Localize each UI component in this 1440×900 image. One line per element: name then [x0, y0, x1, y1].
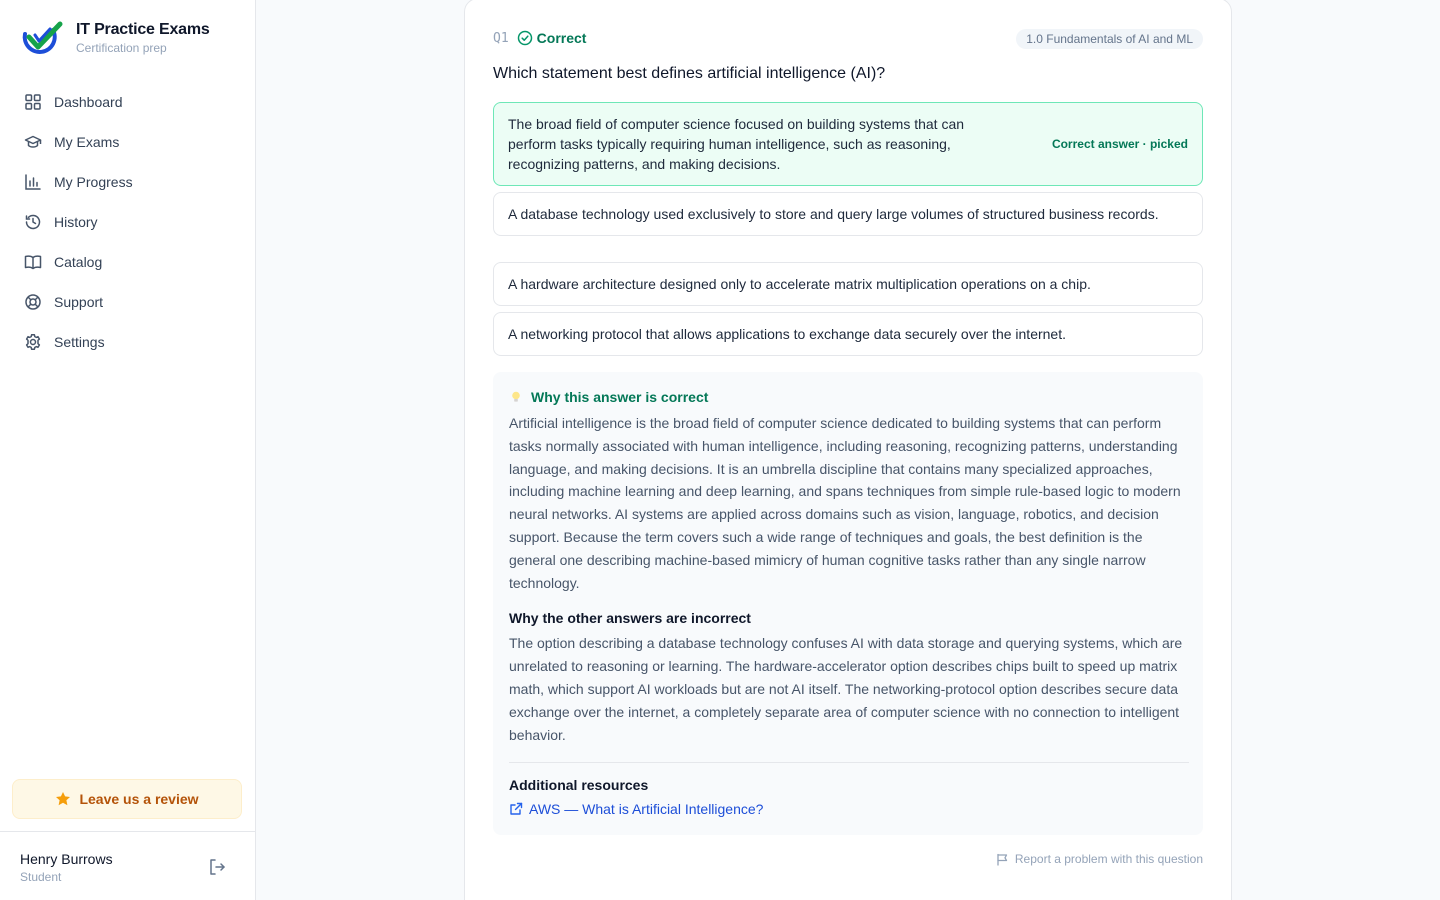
bar-chart-icon: [24, 173, 42, 191]
sidebar-item-label: Settings: [54, 334, 105, 350]
history-icon: [24, 213, 42, 231]
leave-review-label: Leave us a review: [79, 791, 199, 807]
report-problem-link[interactable]: [996, 852, 1203, 866]
sidebar-item-label: Catalog: [54, 254, 103, 270]
logo-icon: [20, 20, 64, 56]
report-problem-label: Report a problem with this question: [1014, 852, 1203, 866]
brand[interactable]: [20, 20, 210, 56]
explanation-panel: [493, 372, 1203, 835]
question-text: Which statement best defines artificial intelligence (AI)?: [493, 65, 886, 82]
sidebar-item-my-exams[interactable]: [12, 122, 242, 162]
answer-option[interactable]: [493, 192, 1203, 236]
sidebar-item-support[interactable]: [12, 282, 242, 322]
correct-picked-badge: Correct answer · picked: [1051, 137, 1188, 151]
sidebar-item-label: My Exams: [54, 134, 120, 150]
answer-option-text: A networking protocol that allows applications to exchange data securely over the internet.: [508, 326, 1066, 342]
answer-option[interactable]: [493, 312, 1203, 356]
user-role: Student: [20, 870, 62, 884]
brand-subtitle: Certification prep: [76, 41, 167, 55]
sidebar-item-settings[interactable]: [12, 322, 242, 362]
question-card: [464, 0, 1232, 900]
sidebar-item-my-progress[interactable]: [12, 162, 242, 202]
sidebar-nav: [12, 82, 242, 362]
sidebar-item-label: Support: [54, 294, 104, 310]
graduation-cap-icon: [24, 133, 42, 151]
divider: [509, 762, 1189, 763]
user-panel: [0, 831, 255, 900]
incorrect-explanation-body: The option describing a database technology confuses AI with data storage and querying systems, which are unrelated to reasoning or learning. The hardware-accelerator option describes chips built to speed up matrix math, which support AI workloads but are not AI itself. The networking-protocol option describes secure data exchange over the internet, a completely separate area of computer science with no connection to intelligent behavior.: [509, 635, 1183, 743]
lightbulb-icon: [509, 390, 523, 404]
book-icon: [24, 253, 42, 271]
sidebar-item-label: Dashboard: [54, 94, 123, 110]
leave-review-button[interactable]: [12, 779, 242, 819]
sidebar-item-catalog[interactable]: [12, 242, 242, 282]
check-circle-icon: [517, 30, 533, 46]
answer-option-text: A hardware architecture designed only to accelerate matrix multiplication operations on a chip.: [508, 276, 1091, 292]
sidebar-item-history[interactable]: [12, 202, 242, 242]
question-header: [493, 30, 586, 46]
resource-link-text: AWS — What is Artificial Intelligence?: [529, 801, 764, 818]
resource-link[interactable]: [509, 801, 1187, 817]
gear-icon: [24, 333, 42, 351]
logout-icon[interactable]: [207, 857, 227, 877]
sidebar-item-dashboard[interactable]: [12, 82, 242, 122]
explanation-header: [509, 388, 1187, 406]
answer-option[interactable]: [493, 262, 1203, 306]
question-number: Q1: [493, 30, 509, 46]
incorrect-explanation-title: Why the other answers are incorrect: [509, 610, 751, 627]
answer-option-text: The broad field of computer science focused on building systems that can perform tasks typically requiring human intelligence, such as reasoning, recognizing patterns, and making decisions.: [508, 116, 965, 172]
sidebar-item-label: History: [54, 214, 98, 230]
answer-option-correct[interactable]: [493, 102, 1203, 186]
sidebar-item-label: My Progress: [54, 174, 133, 190]
resources-title: Additional resources: [509, 777, 649, 794]
flag-icon: [996, 853, 1009, 866]
question-status: Correct: [536, 30, 587, 46]
answer-option-text: A database technology used exclusively to store and query large volumes of structured business records.: [508, 206, 1159, 222]
grid-icon: [24, 93, 42, 111]
sidebar: [0, 0, 256, 900]
external-link-icon: [509, 802, 523, 816]
lifebuoy-icon: [24, 293, 42, 311]
star-icon: [55, 791, 71, 807]
topic-badge: 1.0 Fundamentals of AI and ML: [1016, 29, 1203, 49]
user-name: Henry Burrows: [20, 851, 113, 867]
explanation-body: Artificial intelligence is the broad field of computer science dedicated to building systems that can perform tasks normally associated with human intelligence, including reasoning, recognizing patterns, understanding language, and making decisions. It is an umbrella discipline that contains many specialized approaches, including machine learning and deep learning, and spans techniques from simple rule-based logic to modern neural networks. AI systems are applied across domains such as vision, language, robotics, and decision support. Because the term covers such a wide range of techniques and goals, the best definition is the general one describing machine-based mimicry of human cognitive tasks rather than any single narrow technology.: [509, 415, 1181, 591]
explanation-title: Why this answer is correct: [531, 389, 709, 405]
brand-title: IT Practice Exams: [76, 21, 210, 38]
